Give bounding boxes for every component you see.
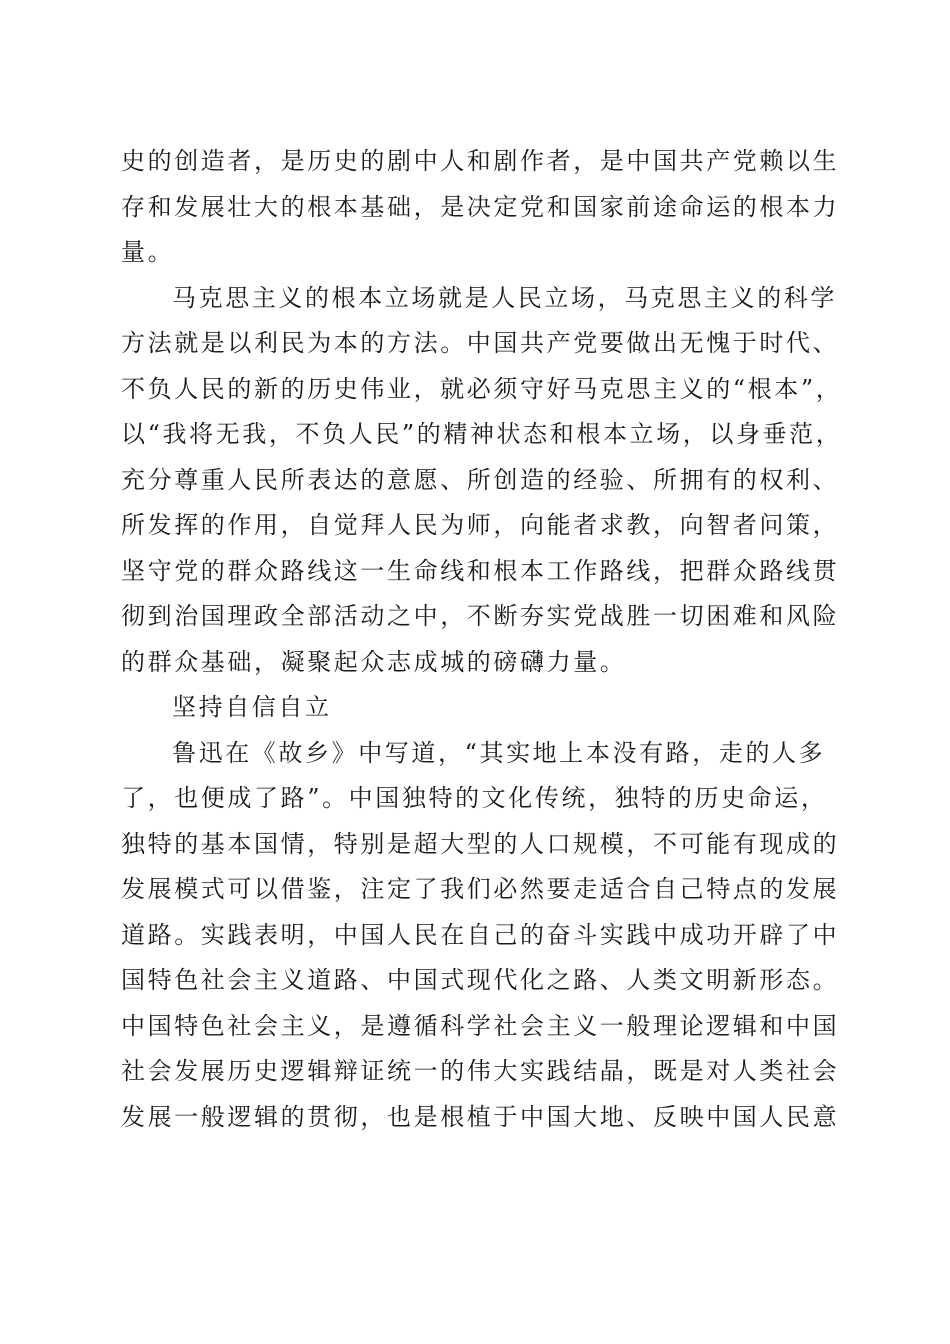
text-line: 史的创造者，是历史的剧中人和剧作者，是中国共产党赖以生 [121, 147, 840, 175]
body-text [121, 139, 843, 1140]
text-line: 发展一般逻辑的贯彻，也是根植于中国大地、反映中国人民意 [121, 1102, 840, 1131]
text-line: 不负人民的新的历史伟业，就必须守好马克思主义的“根本”， [121, 374, 843, 403]
text-line: 道路。实践表明，中国人民在自己的奋斗实践中成功开辟了中 [121, 920, 840, 949]
text-line: 社会发展历史逻辑辩证统一的伟大实践结晶，既是对人类社会 [121, 1057, 840, 1085]
text-line: 以“我将无我，不负人民”的精神状态和根本立场，以身垂范， [121, 420, 843, 448]
text-line: 量。 [121, 238, 175, 266]
text-line: 充分尊重人民所表达的意愿、所创造的经验、所拥有的权利、 [121, 465, 840, 494]
text-line: 存和发展壮大的根本基础，是决定党和国家前途命运的根本力 [121, 192, 840, 221]
paragraph-start-line: 鲁迅在《故乡》中写道，“其实地上本没有路，走的人多 [172, 738, 826, 767]
text-line: 方法就是以利民为本的方法。中国共产党要做出无愧于时代、 [121, 329, 840, 357]
text-line: 了，也便成了路”。中国独特的文化传统，独特的历史命运， [121, 784, 828, 812]
text-line: 坚守党的群众路线这一生命线和根本工作路线，把群众路线贯 [121, 556, 840, 585]
paragraph-start-line: 马克思主义的根本立场就是人民立场，马克思主义的科学 [172, 283, 837, 312]
section-heading: 坚持自信自立 [172, 693, 332, 721]
text-line: 国特色社会主义道路、中国式现代化之路、人类文明新形态。 [121, 966, 840, 994]
text-line: 中国特色社会主义，是遵循科学社会主义一般理论逻辑和中国 [121, 1011, 840, 1040]
text-line: 彻到治国理政全部活动之中，不断夯实党战胜一切困难和风险 [121, 602, 840, 630]
text-line: 所发挥的作用，自觉拜人民为师，向能者求教，向智者问策， [121, 511, 840, 539]
text-line: 的群众基础，凝聚起众志成城的磅礴力量。 [121, 647, 627, 676]
text-line: 独特的基本国情，特别是超大型的人口规模，不可能有现成的 [121, 829, 840, 858]
text-line: 发展模式可以借鉴，注定了我们必然要走适合自己特点的发展 [121, 875, 840, 903]
